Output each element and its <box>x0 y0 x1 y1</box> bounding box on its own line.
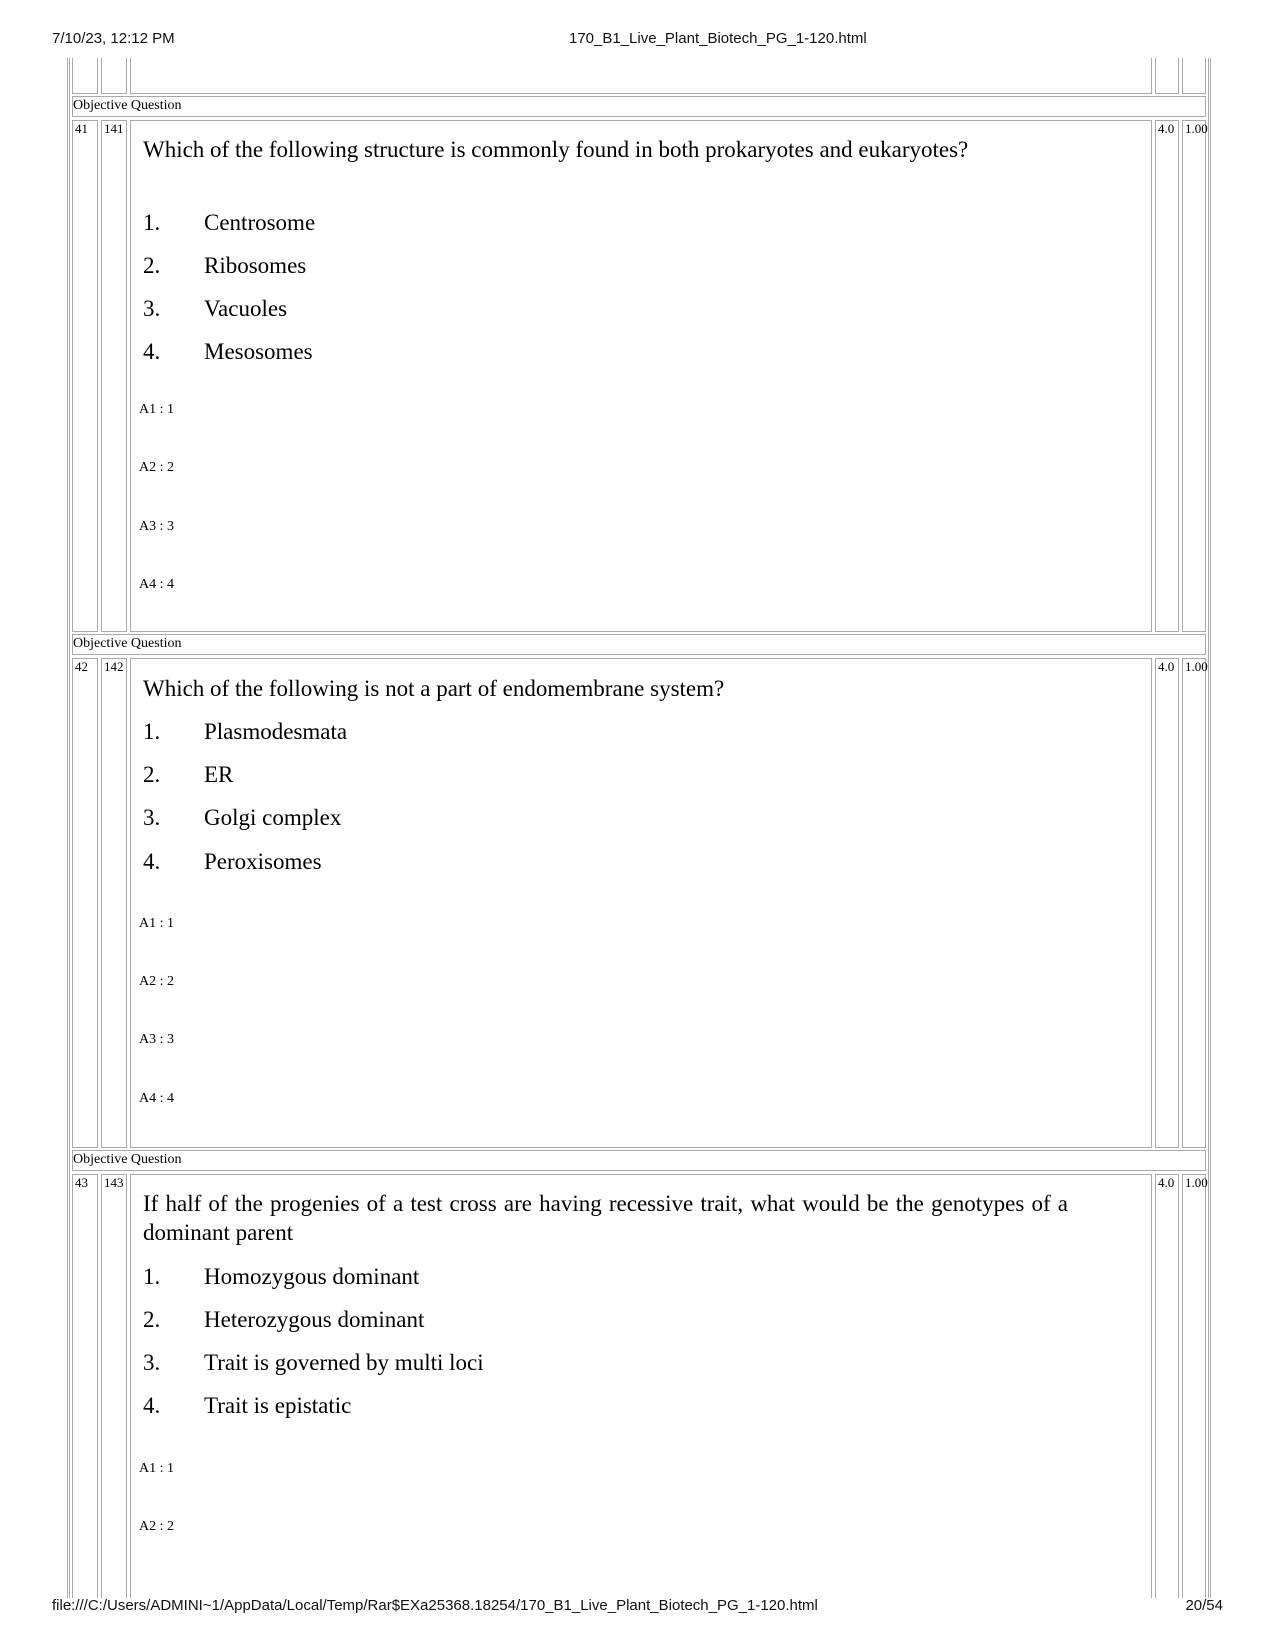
answer-key: A4 : 4 <box>139 1091 174 1106</box>
question-id: 142 <box>101 658 127 1148</box>
print-header-datetime: 7/10/23, 12:12 PM <box>52 30 175 47</box>
option-text: Centrosome <box>204 210 316 235</box>
option-number: 2. <box>143 253 161 278</box>
answer-key: A3 : 3 <box>139 1032 174 1047</box>
print-footer-page-number: 20/54 <box>1185 1597 1223 1614</box>
answer-key: A2 : 2 <box>139 460 174 475</box>
question-content-cell <box>130 120 1152 632</box>
question-marks: 4.0 <box>1155 1174 1179 1598</box>
table-border-left <box>67 58 68 1598</box>
option-number: 3. <box>143 1350 161 1375</box>
question-negative-marks: 1.00 <box>1182 120 1206 632</box>
option-text: Heterozygous dominant <box>204 1307 425 1332</box>
option-number: 1. <box>143 1264 161 1289</box>
prev-row-content-cell <box>130 58 1152 94</box>
question-marks: 4.0 <box>1155 120 1179 632</box>
question-negative-marks: 1.00 <box>1182 658 1206 1148</box>
answer-key: A3 : 3 <box>139 519 174 534</box>
option-item <box>143 1262 419 1291</box>
option-item <box>143 1348 484 1377</box>
question-type-row <box>72 96 1206 117</box>
option-number: 3. <box>143 805 161 830</box>
option-text: Trait is governed by multi loci <box>204 1350 484 1375</box>
option-number: 4. <box>143 339 161 364</box>
question-text: Which of the following is not a part of endomembrane system? <box>143 676 725 701</box>
question-marks: 4.0 <box>1155 658 1179 1148</box>
option-item <box>143 251 306 280</box>
question-serial: 42 <box>72 658 98 1148</box>
table-border-left-inner <box>69 58 70 1598</box>
question-type-label: Objective Question <box>73 1152 182 1167</box>
option-text: Trait is epistatic <box>204 1393 352 1418</box>
question-id: 143 <box>101 1174 127 1598</box>
question-text: If half of the progenies of a test cross are having recessive trait, what would be the genotypes of a dominant parent <box>143 1191 1068 1245</box>
answer-key: A1 : 1 <box>139 1461 174 1476</box>
answer-key: A4 : 4 <box>139 577 174 592</box>
question-id: 141 <box>101 120 127 632</box>
table-border-right-outer <box>1210 58 1211 1598</box>
question-type-row <box>72 1150 1206 1171</box>
option-item <box>143 208 315 237</box>
answer-key: A2 : 2 <box>139 1519 174 1534</box>
answer-key: A1 : 1 <box>139 916 174 931</box>
question-type-row <box>72 634 1206 655</box>
option-text: Ribosomes <box>204 253 307 278</box>
prev-row-serial-cell <box>72 58 98 94</box>
prev-row-marks-cell <box>1155 58 1179 94</box>
option-item <box>143 294 287 323</box>
option-item <box>143 760 233 789</box>
option-item <box>143 337 313 366</box>
option-item <box>143 803 341 832</box>
option-number: 4. <box>143 1393 161 1418</box>
option-number: 2. <box>143 1307 161 1332</box>
option-item <box>143 717 347 746</box>
option-text: Vacuoles <box>204 296 288 321</box>
answer-key: A1 : 1 <box>139 402 174 417</box>
option-item <box>143 1391 351 1420</box>
option-text: Plasmodesmata <box>204 719 348 744</box>
question-type-label: Objective Question <box>73 636 182 651</box>
option-number: 2. <box>143 762 161 787</box>
option-item <box>143 847 322 876</box>
option-item <box>143 1305 424 1334</box>
question-serial: 43 <box>72 1174 98 1598</box>
option-number: 4. <box>143 849 161 874</box>
option-text: Golgi complex <box>204 805 342 830</box>
option-number: 3. <box>143 296 161 321</box>
question-type-label: Objective Question <box>73 98 182 113</box>
option-number: 1. <box>143 210 161 235</box>
print-footer-file-path: file:///C:/Users/ADMINI~1/AppData/Local/Temp/Rar$EXa25368.18254/170_B1_Live_Plant_Biotech_PG_1-120.html <box>52 1597 818 1614</box>
question-negative-marks: 1.00 <box>1182 1174 1206 1598</box>
print-header-title: 170_B1_Live_Plant_Biotech_PG_1-120.html <box>569 30 867 47</box>
question-text: Which of the following structure is commonly found in both prokaryotes and eukaryotes? <box>143 137 969 162</box>
question-serial: 41 <box>72 120 98 632</box>
option-text: Homozygous dominant <box>204 1264 420 1289</box>
option-number: 1. <box>143 719 161 744</box>
option-text: ER <box>204 762 234 787</box>
table-border-right <box>1208 58 1209 1598</box>
option-text: Mesosomes <box>204 339 313 364</box>
option-text: Peroxisomes <box>204 849 322 874</box>
answer-key: A2 : 2 <box>139 974 174 989</box>
prev-row-negative-cell <box>1182 58 1206 94</box>
prev-row-id-cell <box>101 58 127 94</box>
